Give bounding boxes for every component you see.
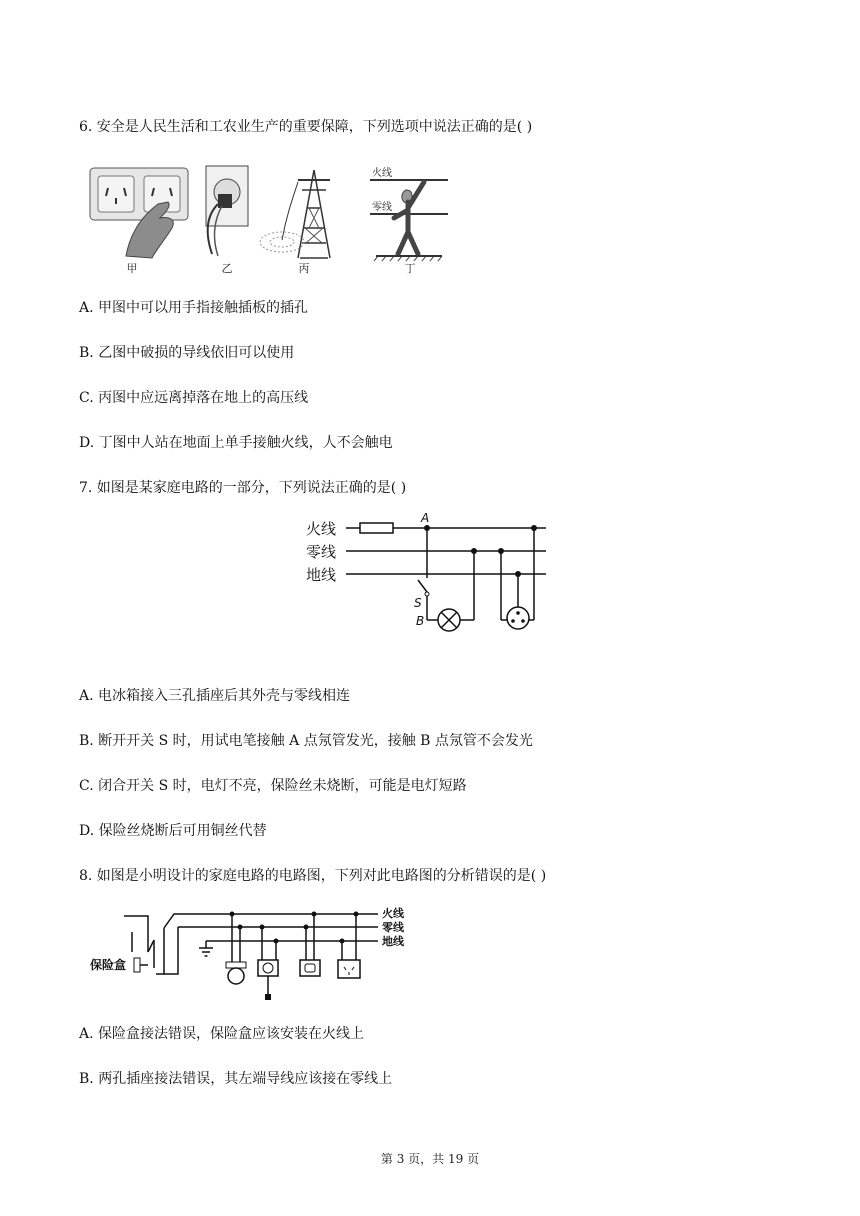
q6-option-a: A. 甲图中可以用手指接触插板的插孔 — [79, 300, 309, 316]
q8-option-a: A. 保险盒接法错误，保险盒应该安装在火线上 — [79, 1026, 365, 1042]
q6-option-c: C. 丙图中应远离掉落在地上的高压线 — [79, 390, 309, 406]
q7-switch-s: S — [414, 596, 422, 610]
q6-option-b: B. 乙图中破损的导线依旧可以使用 — [79, 345, 295, 361]
three-pin-socket-symbol — [507, 607, 529, 629]
lamp-bulb-symbol — [226, 962, 246, 984]
high-voltage-tower-illustration — [260, 170, 330, 258]
q7-point-a: A — [421, 511, 430, 525]
q7-option-d: D. 保险丝烧断后可用铜丝代替 — [79, 823, 267, 839]
q7-stem: 7. 如图是某家庭电路的一部分，下列说法正确的是( ) — [79, 480, 407, 496]
lamp-symbol — [438, 609, 460, 631]
fig-label-yi: 乙 — [221, 262, 233, 275]
fig-label-jia: 甲 — [126, 262, 138, 275]
q7-option-a: A. 电冰箱接入三孔插座后其外壳与零线相连 — [79, 688, 351, 704]
fig-label-ding: 丁 — [404, 262, 416, 275]
fig-label-live: 火线 — [372, 168, 392, 179]
q7-option-b: B. 断开开关 S 时，用试电笔接触 A 点氖管发光，接触 B 点氖管不会发光 — [79, 733, 533, 749]
q7-point-b: B — [416, 614, 425, 628]
q6-figure — [86, 158, 456, 276]
q8-stem: 8. 如图是小明设计的家庭电路的电路图，下列对此电路图的分析错误的是( ) — [79, 868, 547, 884]
wall-socket-damaged-wire-illustration — [206, 166, 248, 256]
q8-fuse-box-label: 保险盒 — [90, 958, 127, 972]
q7-option-c: C. 闭合开关 S 时，电灯不亮，保险丝未烧断，可能是电灯短路 — [79, 778, 467, 794]
power-strip-with-hand-illustration — [90, 168, 188, 258]
fig-label-neutral: 零线 — [372, 202, 392, 213]
q7-label-neutral: 零线 — [306, 543, 337, 561]
q7-label-ground: 地线 — [306, 566, 337, 584]
q6-stem: 6. 安全是人民生活和工农业生产的重要保障，下列选项中说法正确的是( ) — [79, 119, 533, 135]
fig-label-bing: 丙 — [298, 262, 310, 275]
socket-symbol-2 — [300, 960, 320, 976]
fuse-box-symbol — [134, 958, 140, 972]
socket-symbol-1 — [258, 960, 278, 976]
socket-symbol-3 — [338, 960, 360, 978]
q8-label-ground: 地线 — [382, 935, 404, 948]
fuse-symbol — [360, 523, 393, 533]
q8-label-neutral: 零线 — [382, 921, 404, 934]
q8-circuit-diagram — [86, 902, 416, 1002]
q7-label-live: 火线 — [306, 520, 337, 538]
q8-label-live: 火线 — [382, 907, 404, 920]
person-touching-live-wire-illustration — [370, 166, 448, 261]
q7-circuit-diagram — [306, 508, 556, 634]
q8-option-b: B. 两孔插座接法错误，其左端导线应该接在零线上 — [79, 1071, 393, 1087]
q6-option-d: D. 丁图中人站在地面上单手接触火线，人不会触电 — [79, 435, 393, 451]
page-footer: 第 3 页，共 19 页 — [380, 1152, 480, 1166]
